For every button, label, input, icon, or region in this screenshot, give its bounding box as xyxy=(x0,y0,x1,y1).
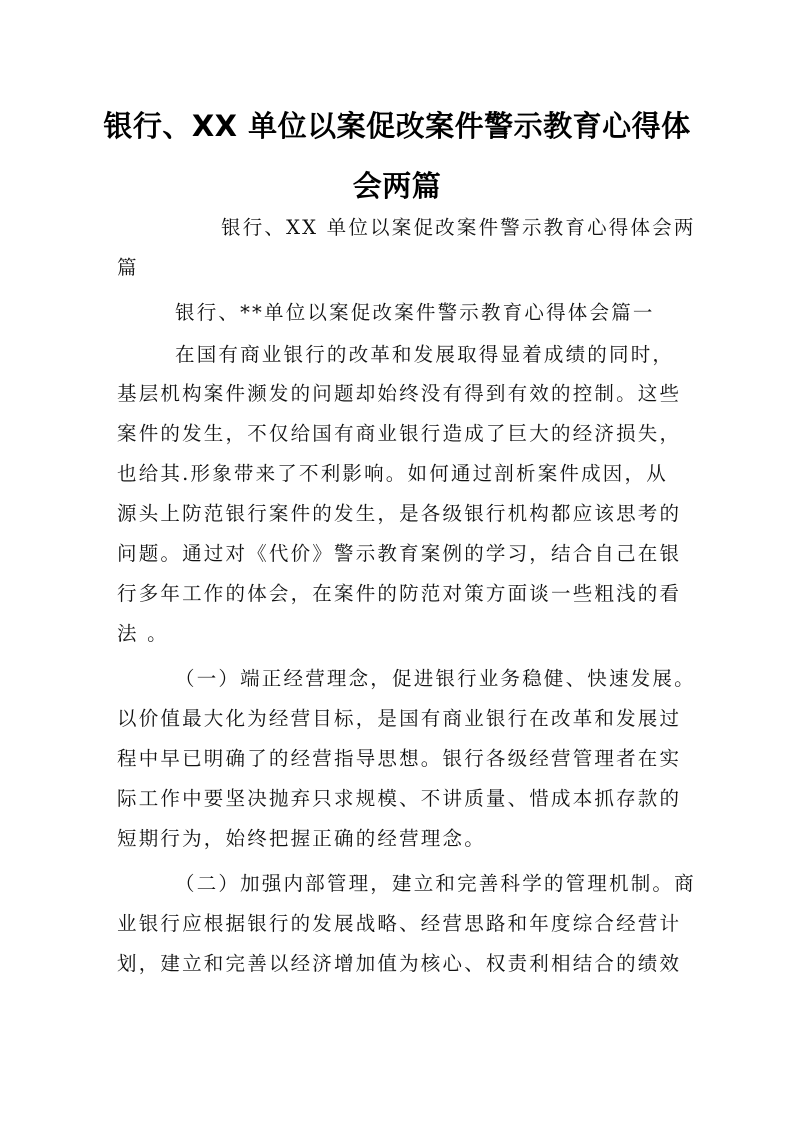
body-line: 源头上防范银行案件的发生，是各级银行机构都应该思考的 xyxy=(117,502,682,525)
body-line: 行多年工作的体会，在案件的防范对策方面谈一些粗浅的看 xyxy=(117,582,682,605)
body-line: 业银行应根据银行的发展战略、经营思路和年度综合经营计 xyxy=(117,912,682,935)
body-line: 程中早已明确了的经营指导思想。银行各级经营管理者在实 xyxy=(117,747,682,770)
body-line: 银行、**单位以案促改案件警示教育心得体会篇一 xyxy=(175,301,655,324)
body-line: 篇 xyxy=(117,256,139,279)
body-line: 以价值最大化为经营目标，是国有商业银行在改革和发展过 xyxy=(117,707,682,730)
body-line: 短期行为，始终把握正确的经营理念。 xyxy=(117,827,486,850)
body-line: 法 。 xyxy=(117,622,169,645)
body-line: 也给其.形象带来了不利影响。如何通过剖析案件成因，从 xyxy=(117,462,668,485)
title-line-1: 银行、XX 单位以案促改案件警示教育心得体 xyxy=(103,109,691,143)
body-line: 案件的发生，不仅给国有商业银行造成了巨大的经济损失， xyxy=(117,422,682,445)
body-line: 银行、XX 单位以案促改案件警示教育心得体会两 xyxy=(221,216,696,239)
body-line: 在国有商业银行的改革和发展取得显着成绩的同时， xyxy=(175,343,675,366)
body-line: 际工作中要坚决抛弃只求规模、不讲质量、惜成本抓存款的 xyxy=(117,787,682,810)
body-line: 基层机构案件濒发的问题却始终没有得到有效的控制。这些 xyxy=(117,382,682,405)
body-line: （二）加强内部管理，建立和完善科学的管理机制。商 xyxy=(175,872,696,895)
title-line-2: 会两篇 xyxy=(352,169,442,203)
body-line: 划，建立和完善以经济增加值为核心、权责利相结合的绩效 xyxy=(117,952,682,975)
document-title xyxy=(100,96,694,216)
body-line: 问题。通过对《代价》警示教育案例的学习，结合自己在银 xyxy=(117,542,682,565)
body-line: （一）端正经营理念，促进银行业务稳健、快速发展。 xyxy=(175,667,696,690)
